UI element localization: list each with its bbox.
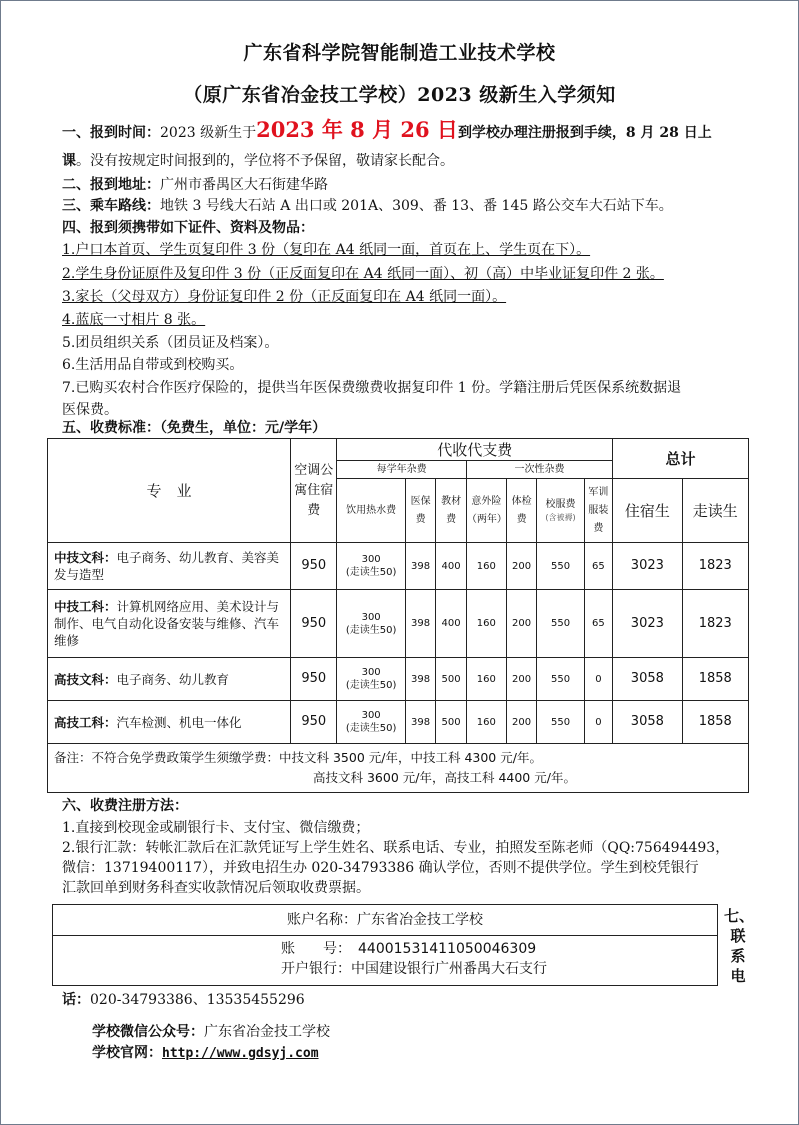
section-3: 三、乘车路线：地铁 3 号线大石站 A 出口或 201A、309、番 13、番 145 路公交车大石站下车。 (62, 198, 673, 214)
header-training: 军训服装费 (584, 479, 612, 543)
route: 地铁 3 号线大石站 A 出口或 201A、309、番 13、番 145 路公交车大石站下车。 (160, 198, 673, 214)
header-total: 总计 (613, 439, 749, 479)
section-1-line-1 (62, 116, 712, 147)
section-5-label: 五、收费标准：（免费生，单位：元/学年） (62, 420, 327, 436)
header-accident: 意外险（两年） (466, 479, 506, 543)
header-once: 一次性杂费 (466, 461, 612, 479)
header-uniform: 校服费 (含被褥) (537, 479, 584, 543)
section-1-label: 一、报到时间： (62, 125, 160, 141)
payment-method-3: 微信：13719400117），并致电招生办 020-34793386 确认学位，否则不提供学位。学生到校凭银行 (62, 860, 699, 876)
list-item: 1.户口本首页、学生页复印件 3 份（复印在 A4 纸同一面，首页在上、学生页在下）。 (62, 242, 591, 258)
table-row: 中技文科：电子商务、幼儿教育、美容美发与造型 950 300 (走读生50) 398 400 160 200 550 65 3023 1823 (48, 543, 749, 590)
website-link[interactable]: http://www.gdsyj.com (162, 1046, 319, 1061)
table-row: 高技文科：电子商务、幼儿教育 950 300 (走读生50) 398 500 160 200 550 0 3058 1858 (48, 658, 749, 701)
account-number: 账 号： 44001531411050046309 (281, 941, 537, 957)
section-2: 二、报到地址：广州市番禺区大石街建华路 (62, 177, 328, 193)
section-7-label: 七、 联 系 电 (724, 907, 755, 985)
section-6-label: 六、收费注册方法： (62, 798, 188, 814)
section-4-label: 四、报到须携带如下证件、资料及物品： (62, 220, 314, 236)
list-item: 4.蓝底一寸相片 8 张。 (62, 312, 206, 328)
list-item: 2.学生身份证原件及复印件 3 份（正反面复印在 A4 纸同一面）、初（高）中毕业证复印件 2 张。 (62, 266, 664, 282)
header-board: 住宿生 (613, 479, 682, 543)
wechat-account: 学校微信公众号：广东省冶金技工学校 (92, 1024, 330, 1040)
payment-method-1: 1.直接到校现金或刷银行卡、支付宝、微信缴费； (62, 820, 370, 836)
header-collect: 代收代支费 (337, 439, 613, 461)
contact-phones: 话：020-34793386、13535455296 (62, 992, 305, 1008)
payment-method-2: 2.银行汇款：转帐汇款后在汇款凭证写上学生姓名、联系电话、专业，拍照发至陈老师（QQ:756494493， (62, 840, 730, 856)
doc-subtitle: （原广东省冶金技工学校）2023 级新生入学须知 (183, 84, 616, 106)
header-books: 教材费 (436, 479, 467, 543)
payment-method-4: 汇款回单到财务科查实收款情况后领取收费票据。 (62, 880, 370, 896)
list-item: 医保费。 (62, 402, 118, 418)
address: 广州市番禺区大石街建华路 (160, 177, 328, 193)
header-water: 饮用热水费 (337, 479, 405, 543)
fee-note: 备注：不符合免学费政策学生须缴学费：中技文科 3500 元/年，中技工科 4300 元/年。 高技文科 3600 元/年，高技工科 4400 元/年。 (48, 744, 749, 793)
table-row: 中技工科：计算机网络应用、美术设计与制作、电气自动化设备安装与维修、汽车维修 950 300 (走读生50) 398 400 160 200 550 65 3023 1823 (48, 590, 749, 658)
section-1-pre: 2023 级新生于 (160, 125, 257, 141)
bank-account-box (52, 904, 718, 986)
account-name: 账户名称：广东省冶金技工学校 (53, 905, 717, 936)
list-item: 7.已购买农村合作医疗保险的，提供当年医保费缴费收据复印件 1 份。学籍注册后凭医保系统数据退 (62, 380, 682, 396)
list-item: 6.生活用品自带或到校购买。 (62, 357, 244, 373)
fee-table (47, 438, 749, 793)
header-exam: 体检费 (506, 479, 537, 543)
website: 学校官网：http://www.gdsyj.com (92, 1045, 319, 1061)
section-1-line-2: 课。没有按规定时间报到的，学位将不予保留，敬请家长配合。 (62, 153, 454, 169)
header-major: 专 业 (48, 439, 291, 543)
section-1-post: 到学校办理注册报到手续，8 月 28 日上 (457, 125, 712, 141)
header-medical: 医保费 (405, 479, 436, 543)
list-item: 5.团员组织关系（团员证及档案）。 (62, 335, 279, 351)
registration-date: 2023 年 8 月 26 日 (256, 117, 458, 142)
header-day: 走读生 (682, 479, 748, 543)
table-row: 高技工科：汽车检测、机电一体化 950 300 (走读生50) 398 500 160 200 550 0 3058 1858 (48, 701, 749, 744)
list-item: 3.家长（父母双方）身份证复印件 2 份（正反面复印在 A4 纸同一面）。 (62, 289, 507, 305)
header-housing: 空调公寓住宿费 (291, 439, 337, 543)
account-bank: 开户银行：中国建设银行广州番禺大石支行 (281, 961, 547, 977)
doc-title: 广东省科学院智能制造工业技术学校 (243, 42, 556, 64)
header-yearly: 每学年杂费 (337, 461, 466, 479)
